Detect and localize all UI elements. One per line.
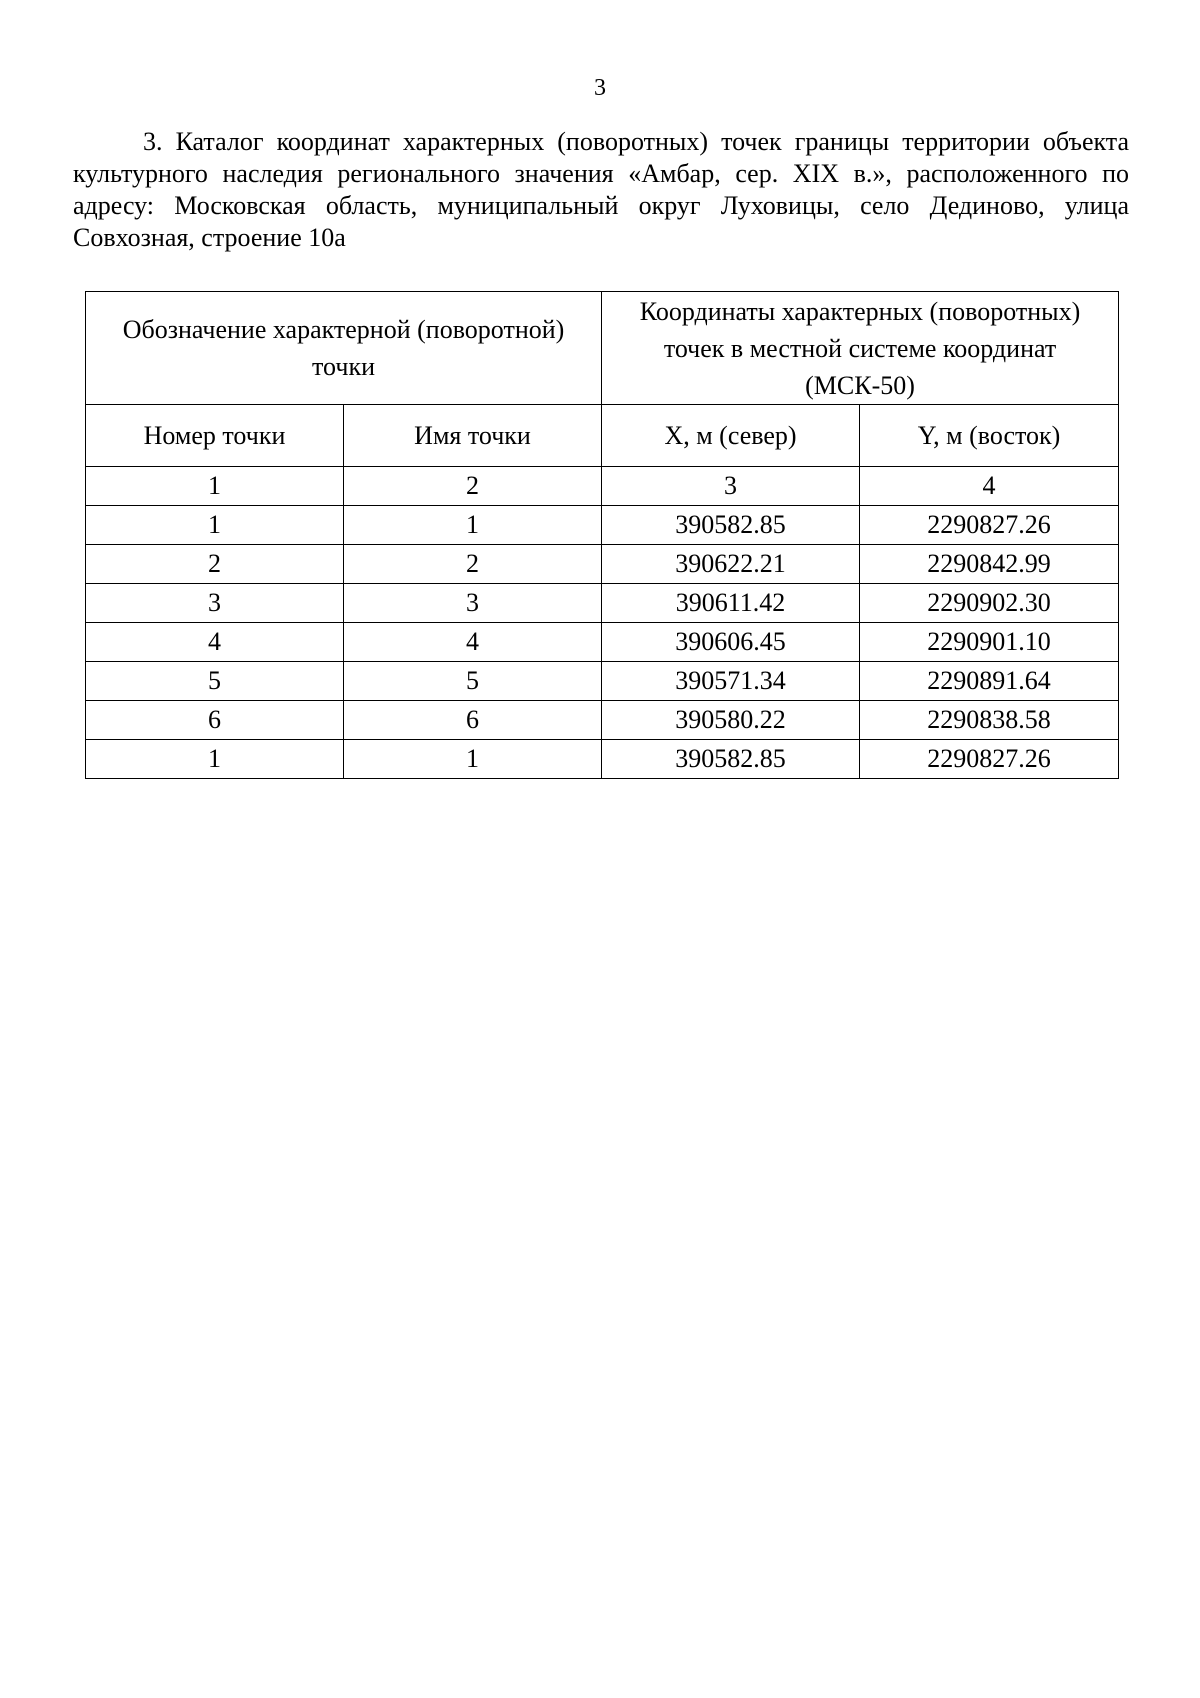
- table-row: [86, 740, 1119, 779]
- page-number: 3: [594, 75, 606, 101]
- column-number: 2: [344, 467, 602, 506]
- table-row: [86, 506, 1119, 545]
- x-coordinate-cell: 390582.85: [602, 740, 860, 779]
- point-number-cell: 2: [86, 545, 344, 584]
- table-row: [86, 545, 1119, 584]
- column-number-row: [86, 467, 1119, 506]
- column-number: 1: [86, 467, 344, 506]
- point-number-cell: 1: [86, 506, 344, 545]
- y-coordinate-cell: 2290901.10: [860, 623, 1119, 662]
- header-point-designation: Обозначение характерной (поворотной) точки: [86, 292, 602, 405]
- y-coordinate-cell: 2290827.26: [860, 740, 1119, 779]
- point-name-cell: 1: [344, 506, 602, 545]
- point-number-cell: 6: [86, 701, 344, 740]
- x-coordinate-cell: 390622.21: [602, 545, 860, 584]
- header-coordinates: Координаты характерных (поворотных) точек в местной системе координат (МСК-50): [602, 292, 1119, 405]
- x-coordinate-cell: 390582.85: [602, 506, 860, 545]
- point-number-cell: 3: [86, 584, 344, 623]
- point-name-cell: 1: [344, 740, 602, 779]
- point-name-cell: 2: [344, 545, 602, 584]
- x-coordinate-cell: 390606.45: [602, 623, 860, 662]
- table-row: [86, 623, 1119, 662]
- column-header-y: Y, м (восток): [860, 405, 1119, 467]
- column-header-point-number: Номер точки: [86, 405, 344, 467]
- y-coordinate-cell: 2290891.64: [860, 662, 1119, 701]
- point-name-cell: 4: [344, 623, 602, 662]
- column-header-point-name: Имя точки: [344, 405, 602, 467]
- intro-paragraph: 3. Каталог координат характерных (поворотных) точек границы территории объекта культурного наследия регионального значения «Амбар, сер. XIX в.», расположенного по адресу: Московская область, муниципальный округ Луховицы, село Дединово, улица Совхозная, строение 10а: [73, 127, 1129, 252]
- x-coordinate-cell: 390571.34: [602, 662, 860, 701]
- column-number: 4: [860, 467, 1119, 506]
- point-name-cell: 6: [344, 701, 602, 740]
- table-row: [86, 584, 1119, 623]
- point-name-cell: 3: [344, 584, 602, 623]
- y-coordinate-cell: 2290842.99: [860, 545, 1119, 584]
- y-coordinate-cell: 2290838.58: [860, 701, 1119, 740]
- point-number-cell: 4: [86, 623, 344, 662]
- point-name-cell: 5: [344, 662, 602, 701]
- column-number: 3: [602, 467, 860, 506]
- y-coordinate-cell: 2290827.26: [860, 506, 1119, 545]
- point-number-cell: 5: [86, 662, 344, 701]
- coordinates-table: [85, 291, 1119, 779]
- table-header-group-row: [86, 292, 1119, 405]
- x-coordinate-cell: 390611.42: [602, 584, 860, 623]
- table-row: [86, 701, 1119, 740]
- table-row: [86, 662, 1119, 701]
- x-coordinate-cell: 390580.22: [602, 701, 860, 740]
- table-header-row: [86, 405, 1119, 467]
- column-header-x: X, м (север): [602, 405, 860, 467]
- y-coordinate-cell: 2290902.30: [860, 584, 1119, 623]
- point-number-cell: 1: [86, 740, 344, 779]
